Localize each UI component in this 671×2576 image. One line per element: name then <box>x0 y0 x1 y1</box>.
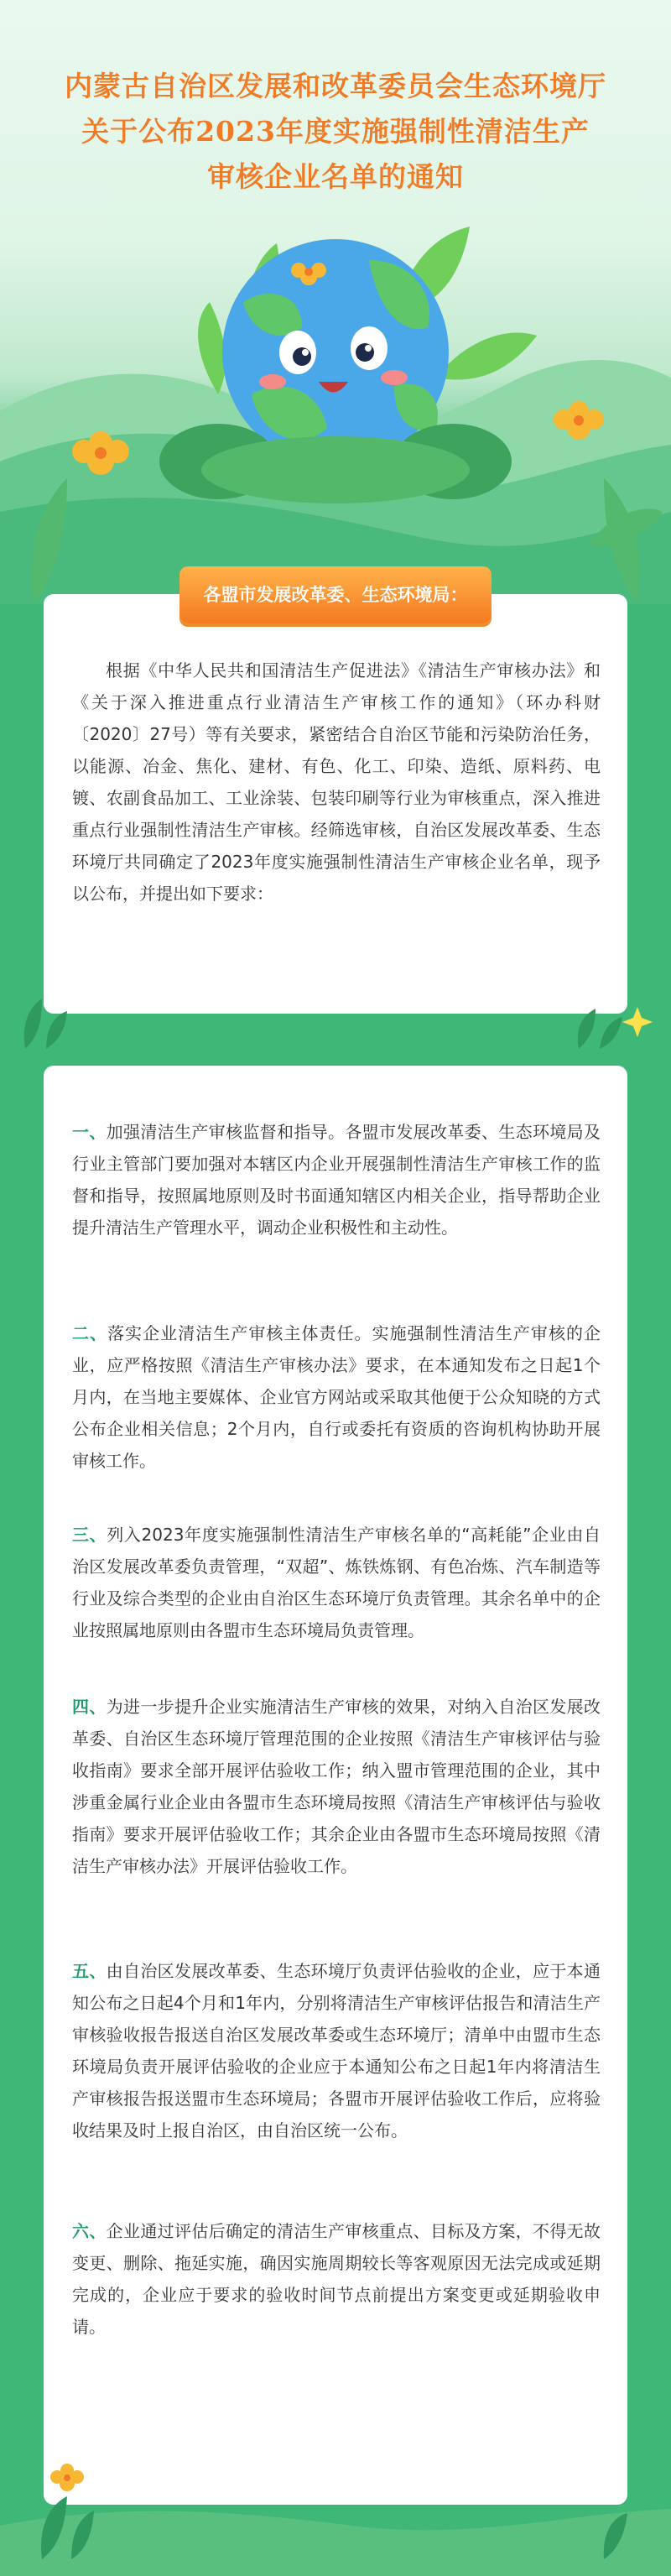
section-number: 二、 <box>72 1323 108 1343</box>
intro-paragraph: 根据《中华人民共和国清洁生产促进法》《清洁生产审核办法》和《关于深入推进重点行业清洁生产审核工作的通知》（环办科财〔2020〕27号）等有关要求，紧密结合自治区节能和污染防治任务，以能源、冶金、焦化、建材、有色、化工、印染、造纸、原料药、电镀、农副食品加工、工业涂装、包装印刷等行业为审核重点，深入推进重点行业强制性清洁生产审核。经筛选审核，自治区发展改革委、生态环境厅共同确定了2023年度实施强制性清洁生产审核企业名单，现予以公布，并提出如下要求： <box>72 660 601 904</box>
section-5 <box>72 1955 601 2146</box>
addressee-tag: 各盟市发展改革委、生态环境局： <box>179 566 492 623</box>
intro-card <box>44 594 627 1014</box>
section-6 <box>72 2215 601 2343</box>
section-text: 由自治区发展改革委、生态环境厅负责评估验收的企业，应于本通知公布之日起4个月和1年内，分别将清洁生产审核评估报告和清洁生产审核验收报告报送自治区发展改革委或生态环境厅；清单中由盟市生态环境局负责开展评估验收的企业应于本通知公布之日起1年内将清洁生产审核报告报送盟市生态环境局；各盟市开展评估验收工作后，应将验收结果及时上报自治区，由自治区统一公布。 <box>72 1961 601 2141</box>
section-number: 一、 <box>72 1122 107 1142</box>
section-text: 落实企业清洁生产审核主体责任。实施强制性清洁生产审核的企业，应严格按照《清洁生产审核办法》要求，在本通知发布之日起1个月内，在当地主要媒体、企业官方网站或采取其他便于公众知晓的方式公布企业相关信息；2个月内，自行或委托有资质的咨询机构协助开展审核工作。 <box>72 1323 601 1471</box>
section-4 <box>72 1691 601 1882</box>
title-line-3: 审核企业名单的通知 <box>207 160 464 193</box>
requirements-card <box>44 1066 627 2505</box>
earth-mascot-illustration <box>0 210 671 604</box>
title-line-1: 内蒙古自治区发展和改革委员会生态环境厅 <box>65 70 606 102</box>
section-text: 列入2023年度实施强制性清洁生产审核名单的“高耗能”企业由自治区发展改革委负责管理，“双超”、炼铁炼钢、有色冶炼、汽车制造等行业及综合类型的企业由自治区生态环境厅负责管理。其余名单中的企业按照属地原则由各盟市生态环境局负责管理。 <box>72 1525 601 1640</box>
section-3 <box>72 1519 601 1646</box>
header-banner <box>0 0 671 604</box>
section-number: 六、 <box>72 2221 107 2241</box>
section-1 <box>72 1116 601 1244</box>
section-text: 加强清洁生产审核监督和指导。各盟市发展改革委、生态环境局及行业主管部门要加强对本辖区内企业开展强制性清洁生产审核工作的监督和指导，按照属地原则及时书面通知辖区内相关企业，指导帮助企业提升清洁生产管理水平，调动企业积极性和主动性。 <box>72 1122 601 1238</box>
section-text: 为进一步提升企业实施清洁生产审核的效果，对纳入自治区发展改革委、自治区生态环境厅管理范围的企业按照《清洁生产审核评估与验收指南》要求全部开展评估验收工作；纳入盟市管理范围的企业，其中涉重金属行业企业由各盟市生态环境局按照《清洁生产审核评估与验收指南》要求开展评估验收工作；其余企业由各盟市生态环境局按照《清洁生产审核办法》开展评估验收工作。 <box>72 1697 601 1876</box>
section-number: 五、 <box>72 1961 107 1981</box>
section-number: 四、 <box>72 1697 107 1717</box>
title-line-2: 关于公布2023年度实施强制性清洁生产 <box>81 115 590 148</box>
section-text: 企业通过评估后确定的清洁生产审核重点、目标及方案，不得无故变更、删除、拖延实施，确因实施周期较长等客观原因无法完成或延期完成的，企业应于要求的验收时间节点前提出方案变更或延期验收申请。 <box>72 2221 601 2337</box>
section-2 <box>72 1317 601 1477</box>
page-title <box>0 64 671 200</box>
section-number: 三、 <box>72 1525 107 1545</box>
